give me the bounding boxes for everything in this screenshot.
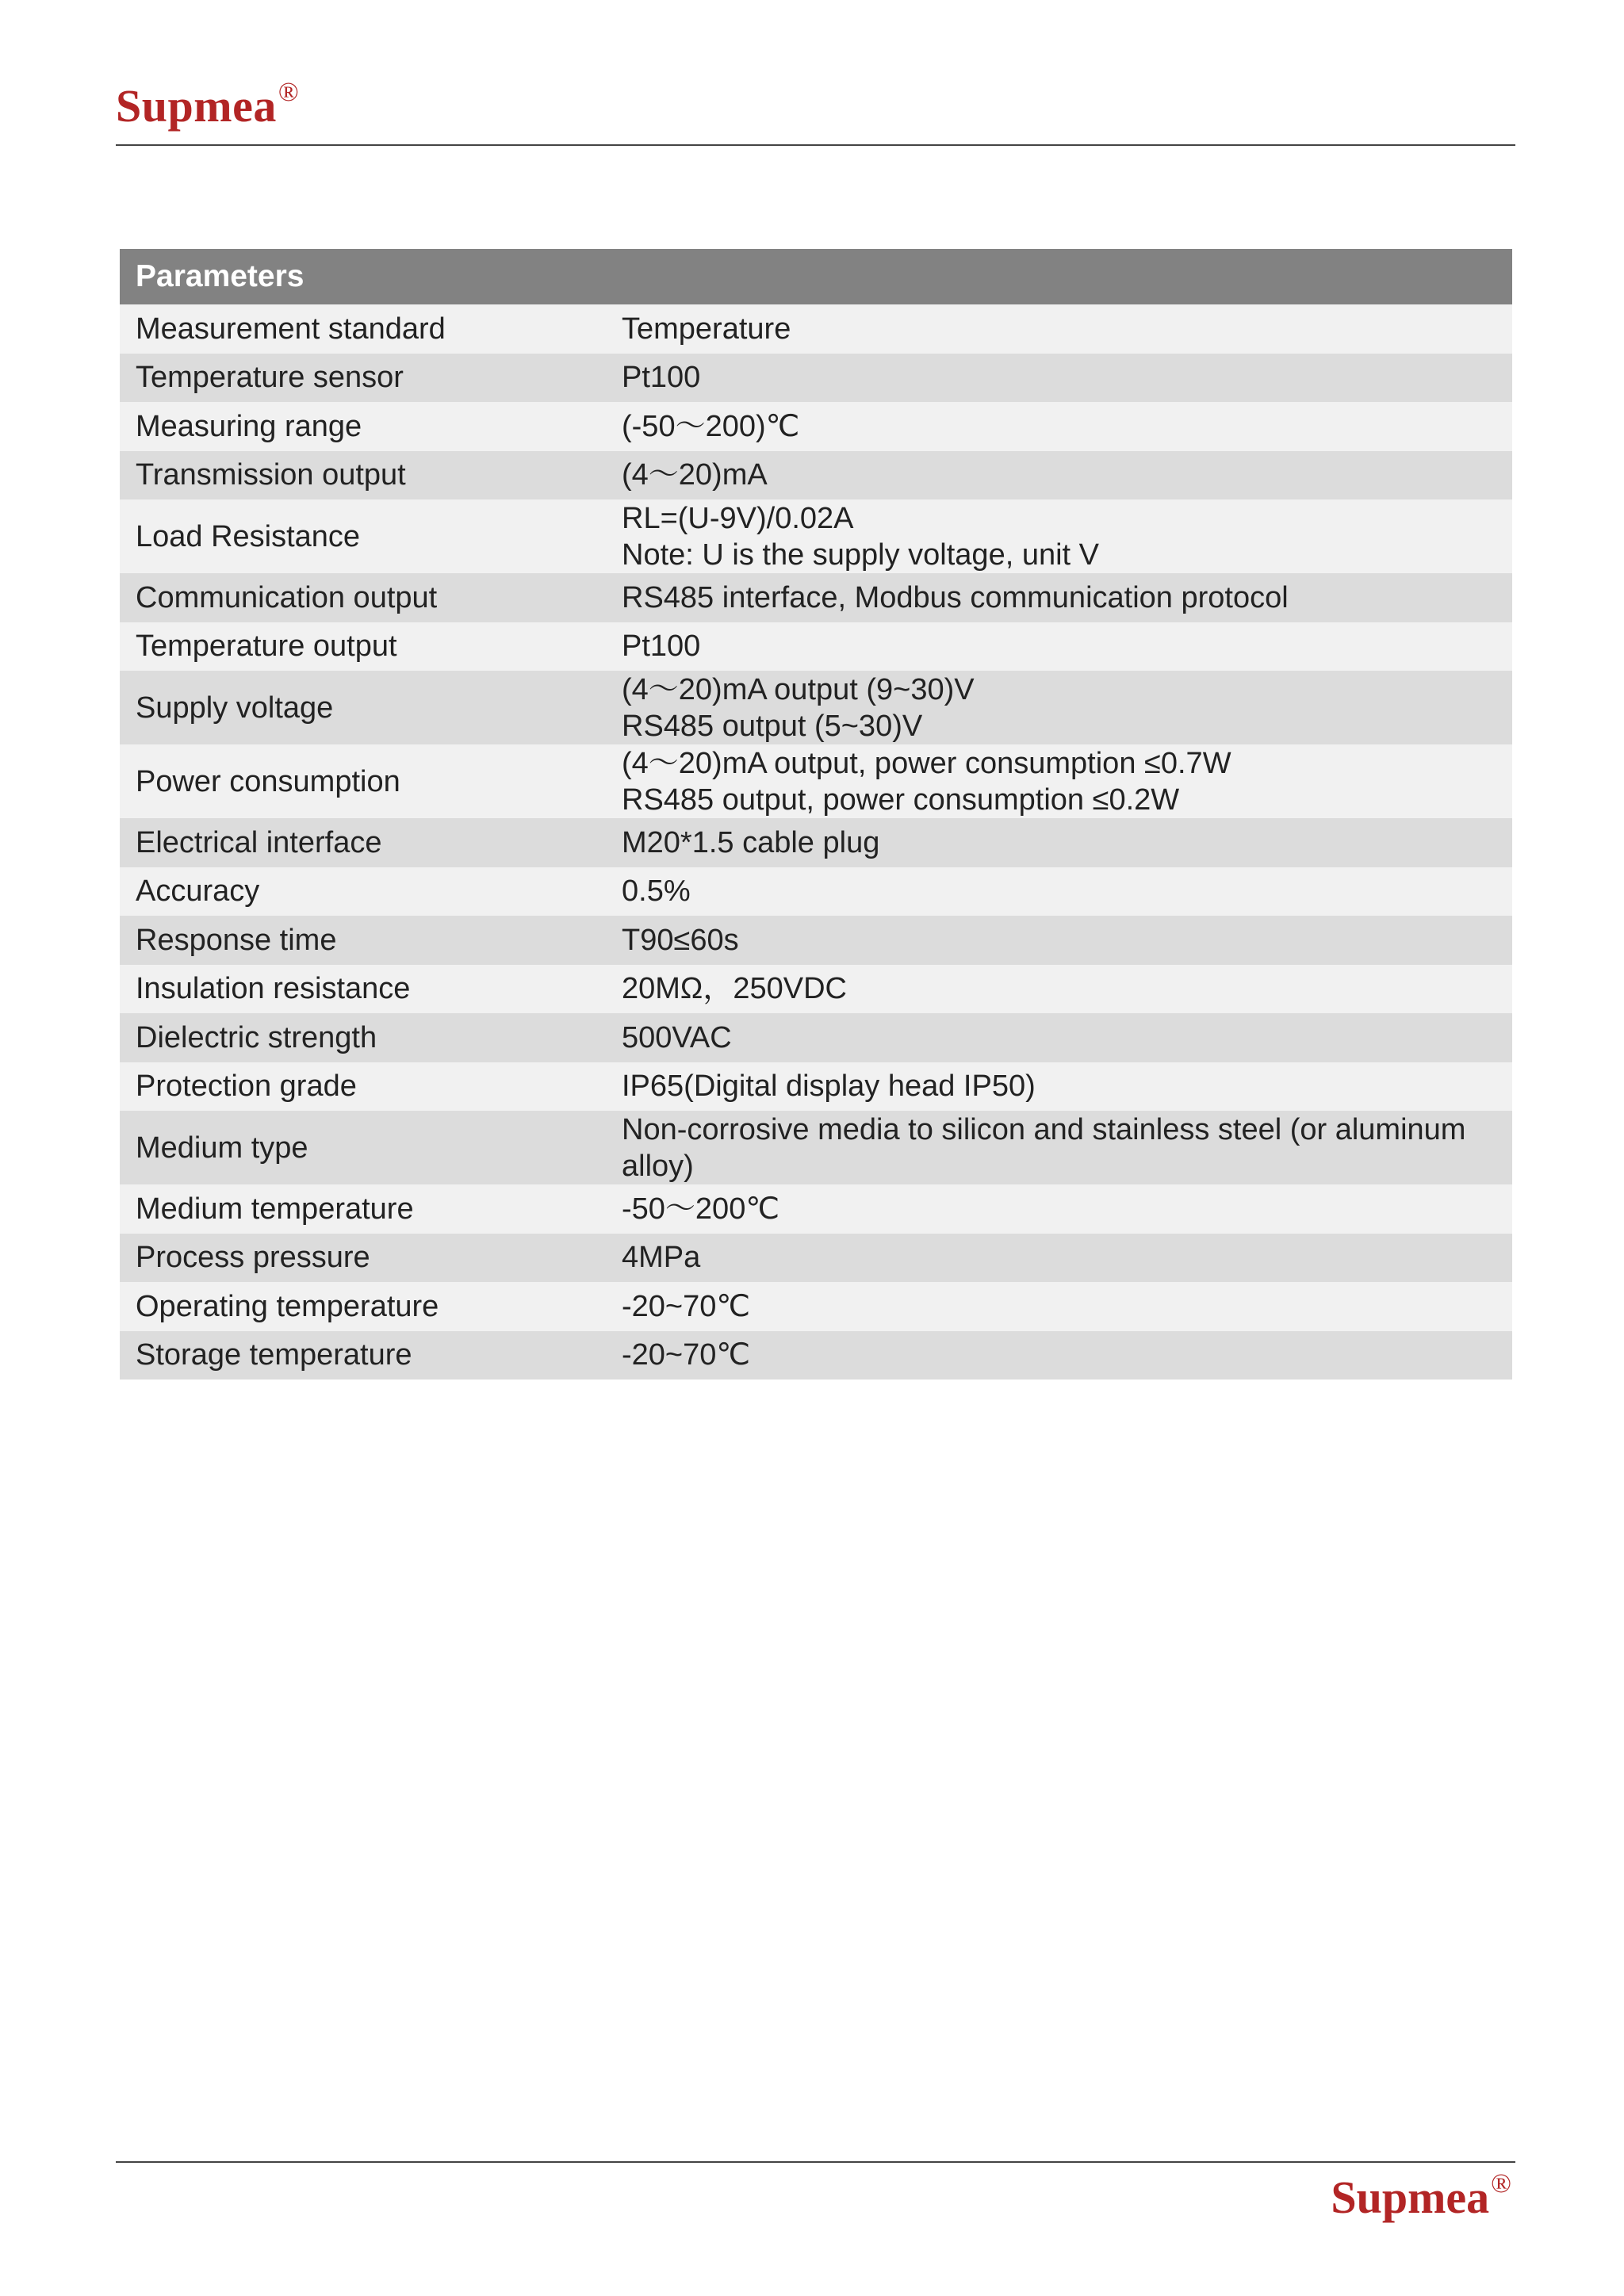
table-row bbox=[120, 744, 1512, 818]
parameter-value bbox=[622, 1184, 1512, 1234]
parameter-name: Response time bbox=[136, 923, 337, 957]
parameter-value-line: Temperature bbox=[622, 312, 791, 346]
footer-divider bbox=[116, 2161, 1515, 2163]
parameter-value bbox=[622, 304, 1512, 354]
parameter-value bbox=[622, 1282, 1512, 1331]
parameter-value bbox=[622, 744, 1512, 818]
parameter-value-line: RL=(U-9V)/0.02A bbox=[622, 501, 854, 535]
parameter-name: Transmission output bbox=[136, 458, 406, 492]
table-row bbox=[120, 451, 1512, 500]
parameter-value-line: Pt100 bbox=[622, 361, 701, 395]
parameter-name: Dielectric strength bbox=[136, 1020, 377, 1054]
parameter-value bbox=[622, 818, 1512, 867]
parameter-value bbox=[622, 1331, 1512, 1380]
parameter-value bbox=[622, 1234, 1512, 1283]
parameter-value-line: M20*1.5 cable plug bbox=[622, 825, 880, 859]
parameter-name: Process pressure bbox=[136, 1241, 370, 1275]
parameter-name: Communication output bbox=[136, 580, 438, 614]
table-row bbox=[120, 965, 1512, 1014]
table-row bbox=[120, 573, 1512, 622]
table-row bbox=[120, 1331, 1512, 1380]
parameter-value-line: Pt100 bbox=[622, 629, 701, 664]
parameter-value bbox=[622, 965, 1512, 1014]
table-body bbox=[120, 304, 1512, 1380]
parameter-value bbox=[622, 1062, 1512, 1112]
parameter-value-line: 4MPa bbox=[622, 1241, 701, 1275]
parameter-value-line: -20~70℃ bbox=[622, 1289, 751, 1323]
header-registered-mark: ® bbox=[278, 77, 300, 107]
parameter-value-line: 500VAC bbox=[622, 1020, 732, 1054]
parameter-value bbox=[622, 451, 1512, 500]
parameter-value-line: Non-corrosive media to silicon and stainless steel (or aluminum bbox=[622, 1112, 1466, 1146]
parameter-value bbox=[622, 867, 1512, 916]
parameter-value-line: RS485 output, power consumption ≤0.2W bbox=[622, 783, 1180, 817]
parameter-name: Supply voltage bbox=[136, 691, 334, 725]
parameter-name: Medium type bbox=[136, 1131, 308, 1165]
parameter-name: Operating temperature bbox=[136, 1289, 439, 1323]
parameter-name: Storage temperature bbox=[136, 1338, 412, 1372]
parameter-value-line: 20MΩ，250VDC bbox=[622, 972, 847, 1006]
table-row bbox=[120, 671, 1512, 744]
table-row bbox=[120, 1234, 1512, 1283]
footer-logo bbox=[1331, 2168, 1511, 2224]
parameter-value-line: T90≤60s bbox=[622, 923, 739, 957]
parameter-name: Temperature output bbox=[136, 629, 397, 664]
parameter-value bbox=[622, 499, 1512, 573]
header-logo bbox=[116, 79, 299, 132]
table-row bbox=[120, 916, 1512, 965]
parameter-value-line: (4～20)mA bbox=[622, 458, 768, 492]
parameters-table bbox=[120, 249, 1512, 1380]
parameter-value-line: -50～200℃ bbox=[622, 1192, 779, 1226]
parameter-value-line: RS485 output (5~30)V bbox=[622, 709, 923, 743]
parameter-value bbox=[622, 573, 1512, 622]
parameter-value-line: (4～20)mA output, power consumption ≤0.7W bbox=[622, 746, 1231, 780]
parameter-name: Temperature sensor bbox=[136, 361, 404, 395]
parameter-name: Measuring range bbox=[136, 409, 362, 443]
parameter-name: Accuracy bbox=[136, 874, 260, 909]
parameter-value-line: Note: U is the supply voltage, unit V bbox=[622, 538, 1099, 572]
parameter-value bbox=[622, 916, 1512, 965]
parameter-value bbox=[622, 671, 1512, 744]
parameter-value bbox=[622, 354, 1512, 403]
table-row bbox=[120, 499, 1512, 573]
table-row bbox=[120, 1062, 1512, 1112]
table-row bbox=[120, 867, 1512, 916]
parameter-value-line: RS485 interface, Modbus communication protocol bbox=[622, 580, 1289, 614]
table-title: Parameters bbox=[120, 249, 1512, 304]
table-row bbox=[120, 1184, 1512, 1234]
table-row bbox=[120, 402, 1512, 451]
parameter-value-line: IP65(Digital display head IP50) bbox=[622, 1070, 1036, 1104]
parameter-value-line: alloy) bbox=[622, 1149, 694, 1183]
parameter-name: Measurement standard bbox=[136, 312, 446, 346]
table-row bbox=[120, 1013, 1512, 1062]
table-row bbox=[120, 818, 1512, 867]
parameter-value-line: (-50～200)℃ bbox=[622, 409, 800, 443]
parameter-name: Power consumption bbox=[136, 764, 400, 798]
parameter-value bbox=[622, 402, 1512, 451]
footer-registered-mark: ® bbox=[1491, 2168, 1511, 2198]
table-row bbox=[120, 354, 1512, 403]
parameter-value-line: 0.5% bbox=[622, 874, 691, 909]
parameter-name: Medium temperature bbox=[136, 1192, 414, 1226]
parameter-name: Protection grade bbox=[136, 1070, 357, 1104]
parameter-name: Electrical interface bbox=[136, 825, 382, 859]
parameter-value-line: (4～20)mA output (9~30)V bbox=[622, 672, 975, 706]
parameter-value bbox=[622, 1111, 1512, 1184]
table-row bbox=[120, 622, 1512, 672]
footer-logo-text: Supmea bbox=[1331, 2172, 1490, 2223]
header-divider bbox=[116, 144, 1515, 146]
table-row bbox=[120, 304, 1512, 354]
parameter-name: Insulation resistance bbox=[136, 972, 411, 1006]
table-row bbox=[120, 1282, 1512, 1331]
table-row bbox=[120, 1111, 1512, 1184]
parameter-value bbox=[622, 1013, 1512, 1062]
parameter-name: Load Resistance bbox=[136, 519, 361, 553]
header-logo-text: Supmea bbox=[116, 80, 277, 132]
parameter-value bbox=[622, 622, 1512, 672]
parameter-value-line: -20~70℃ bbox=[622, 1338, 751, 1372]
